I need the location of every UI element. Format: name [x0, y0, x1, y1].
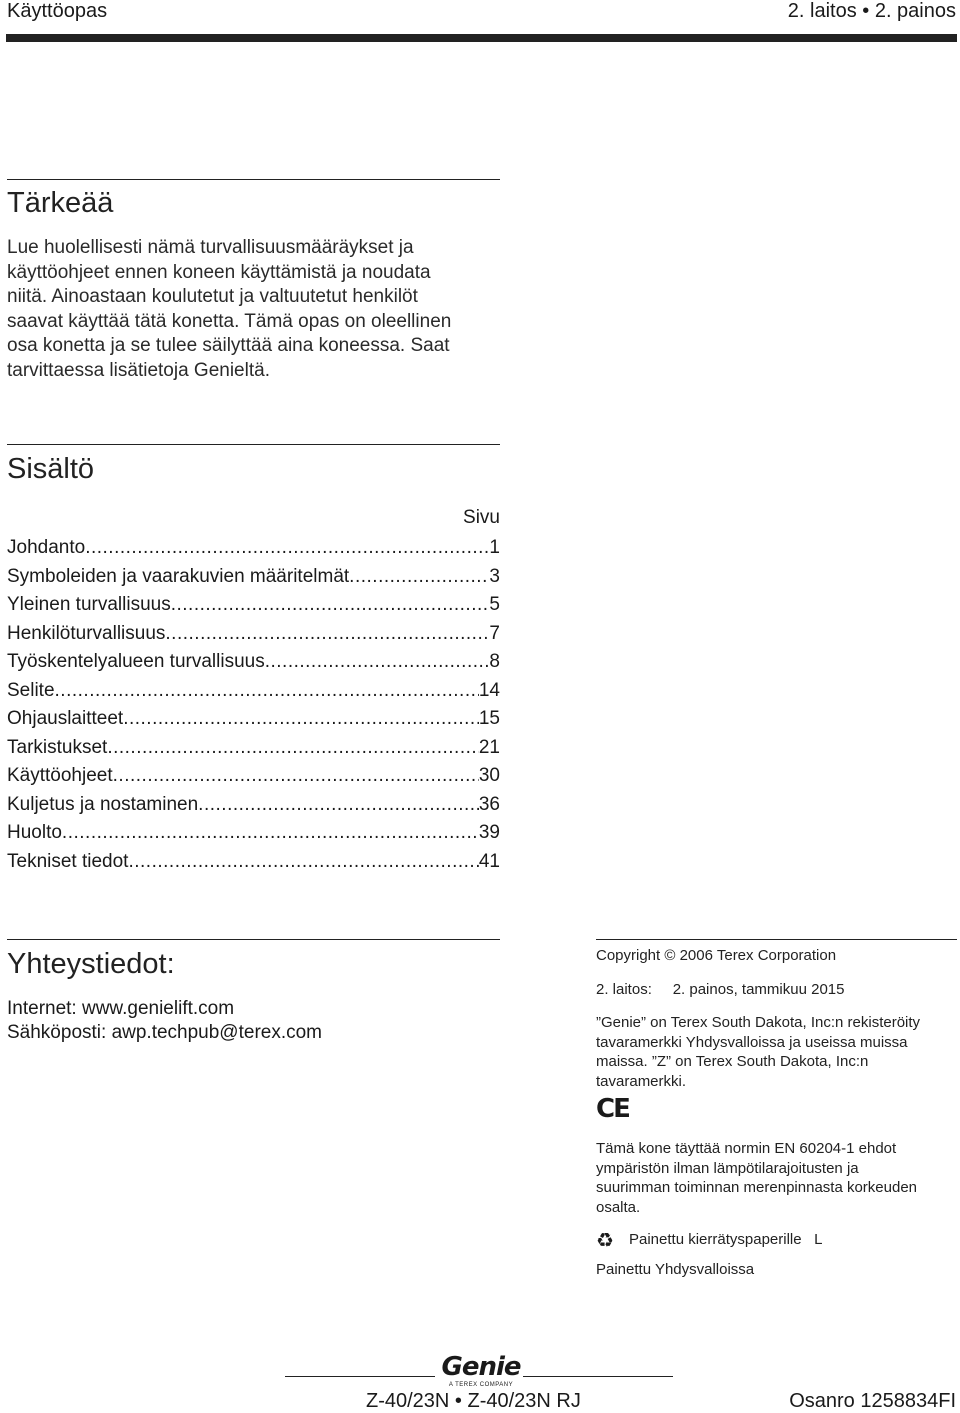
toc-leader	[107, 736, 479, 760]
contents-title: Sisältö	[7, 453, 95, 485]
page-column-header: Sivu	[463, 507, 500, 528]
trademark-line: maissa. ”Z” on Terex South Dakota, Inc:n	[596, 1053, 869, 1070]
toc-page: 7	[489, 622, 500, 644]
toc-item[interactable]	[7, 821, 500, 850]
header-rule	[6, 34, 957, 42]
footer-rule-left	[285, 1376, 435, 1377]
recycle-icon: ♻	[596, 1228, 614, 1252]
printed-in-note: Painettu Yhdysvalloissa	[596, 1261, 755, 1278]
toc-leader	[62, 821, 479, 845]
toc-leader	[113, 764, 479, 788]
standard-line: suurimman toiminnan merenpinnasta korkeuden	[596, 1179, 918, 1196]
logo-wordmark: Genie	[441, 1352, 521, 1382]
toc-label: Tarkistukset	[7, 736, 108, 758]
toc-item[interactable]	[7, 650, 500, 679]
table-of-contents	[7, 506, 500, 878]
toc-leader	[128, 850, 478, 874]
trademark-line: tavaramerkki Yhdysvalloissa ja useissa muissa	[596, 1033, 908, 1051]
toc-leader	[123, 707, 479, 731]
standard-line: osalta.	[596, 1198, 641, 1216]
email-link[interactable]: Sähköposti: awp.techpub@terex.com	[7, 1022, 323, 1043]
toc-page: 30	[478, 765, 500, 786]
standard-line: ympäristön ilman lämpötilarajoitusten ja	[596, 1159, 859, 1177]
toc-page: 36	[478, 793, 500, 815]
toc-label: Yleinen turvallisuus	[7, 594, 171, 615]
toc-item[interactable]	[7, 707, 500, 736]
important-line: käyttöohjeet ennen koneen käyttämistä ja noudata	[7, 261, 431, 283]
toc-page: 39	[478, 822, 500, 843]
toc-item[interactable]	[7, 622, 500, 651]
toc-page: 3	[489, 565, 500, 587]
toc-item[interactable]	[7, 565, 500, 594]
important-line: niitä. Ainoastaan koulutetut ja valtuutetut henkilöt	[7, 286, 418, 307]
toc-page: 8	[489, 651, 500, 672]
document-type: Käyttöopas	[7, 0, 108, 22]
toc-item[interactable]	[7, 793, 500, 822]
toc-item[interactable]	[7, 736, 500, 765]
toc-page: 1	[489, 537, 500, 558]
trademark-text	[596, 1013, 956, 1091]
toc-page: 14	[478, 679, 500, 701]
toc-leader	[55, 679, 479, 703]
recycled-paper-note: Painettu kierrätyspaperille L	[629, 1231, 823, 1248]
toc-page: 21	[478, 736, 500, 758]
toc-leader	[265, 650, 490, 674]
toc-label: Johdanto	[7, 537, 86, 558]
important-text	[7, 236, 507, 383]
important-line: tarvittaessa lisätietoja Genieltä.	[7, 359, 270, 381]
genie-logo	[441, 1352, 521, 1388]
footer-rule-right	[523, 1376, 673, 1377]
toc-item[interactable]	[7, 536, 500, 565]
toc-label: Tekniset tiedot	[7, 850, 129, 872]
toc-leader	[165, 622, 489, 646]
part-number: Osanro 1258834FI	[789, 1390, 956, 1412]
model-names: Z-40/23N • Z-40/23N RJ	[366, 1390, 581, 1412]
toc-item[interactable]	[7, 679, 500, 708]
standard-text	[596, 1139, 956, 1217]
toc-label: Huolto	[7, 822, 62, 843]
toc-label: Kuljetus ja nostaminen	[7, 793, 199, 815]
toc-leader	[85, 536, 489, 560]
section-rule	[7, 179, 500, 180]
toc-page: 5	[489, 594, 500, 615]
copyright-text: Copyright © 2006 Terex Corporation	[596, 947, 837, 964]
ce-mark-icon: CE	[596, 1094, 629, 1124]
contact-info	[7, 997, 322, 1045]
toc-label: Selite	[7, 679, 55, 701]
standard-line: Tämä kone täyttää normin EN 60204-1 ehdot	[596, 1140, 897, 1157]
toc-item[interactable]	[7, 593, 500, 622]
trademark-line: ”Genie” on Terex South Dakota, Inc:n rekisteröity	[596, 1014, 921, 1031]
toc-label: Käyttöohjeet	[7, 765, 113, 786]
toc-label: Ohjauslaitteet	[7, 708, 124, 729]
toc-page: 15	[478, 708, 500, 729]
toc-item[interactable]	[7, 764, 500, 793]
toc-item[interactable]	[7, 850, 500, 879]
logo-tagline: A TEREX COMPANY	[448, 1382, 514, 1388]
toc-label: Symboleiden ja vaarakuvien määritelmät	[7, 565, 350, 587]
toc-page: 41	[478, 850, 500, 872]
section-rule	[596, 939, 957, 940]
internet-link[interactable]: Internet: www.genielift.com	[7, 998, 235, 1019]
toc-label: Henkilöturvallisuus	[7, 622, 166, 644]
section-rule	[7, 444, 500, 445]
important-title: Tärkeää	[7, 187, 114, 219]
toc-leader	[349, 565, 489, 589]
contact-title: Yhteystiedot:	[7, 948, 175, 980]
important-line: saavat käyttää tätä konetta. Tämä opas on oleellinen	[7, 310, 452, 332]
toc-leader	[171, 593, 490, 617]
important-line: Lue huolellisesti nämä turvallisuusmääräykset ja	[7, 237, 414, 258]
edition-info: 2. laitos: 2. painos, tammikuu 2015	[596, 981, 845, 998]
section-rule	[7, 939, 500, 940]
toc-leader	[198, 793, 479, 817]
trademark-line: tavaramerkki.	[596, 1072, 687, 1090]
edition-label: 2. laitos • 2. painos	[787, 0, 956, 22]
toc-label: Työskentelyalueen turvallisuus	[7, 651, 265, 672]
important-line: osa konetta ja se tulee säilyttää aina koneessa. Saat	[7, 335, 450, 356]
